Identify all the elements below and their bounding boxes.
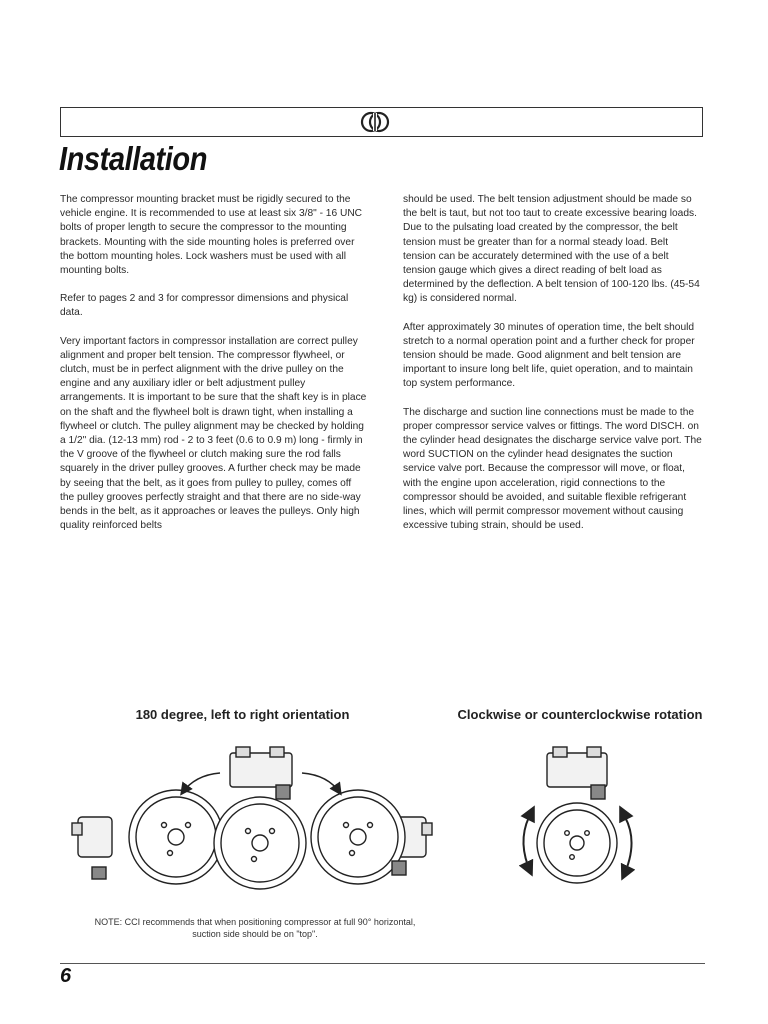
rotation-diagram bbox=[515, 745, 645, 890]
page-title: Installation bbox=[59, 140, 208, 177]
left-text-column bbox=[60, 193, 368, 547]
paragraph-belt-tension: should be used. The belt tension adjustment should be made so the belt is taut, but not too taut to create excessive bearing loads. Due to the pulsating load created by the compressor, the belt tension must be greater than for a normal steady load. Belt tension can be accurately determined with the use of a belt tension gauge which gives a direct reading of belt load as determined by the deflection. A belt tension of 100-120 lbs. (45-54 kg) is considered normal. bbox=[403, 194, 700, 305]
compressor-center-position bbox=[214, 747, 306, 889]
footer-rule bbox=[60, 963, 705, 964]
paragraph-line-connections: The discharge and suction line connections must be made to the proper compressor service valves or fittings. The word DISCH. on the cylinder head designates the discharge service valve port. The word SUCTION on the cylinder head designates the suction service valve port. Because the compressor will move, or float, with the engine upon acceleration, rigid connections to the compressor should be avoided, and suitable flexible refrigerant lines, which will permit compressor movement without causing excessive tubing strain, should be used. bbox=[403, 406, 702, 532]
paragraph-reference: Refer to pages 2 and 3 for compressor dimensions and physical data. bbox=[60, 293, 349, 319]
orientation-diagram bbox=[70, 745, 445, 905]
page-number: 6 bbox=[60, 965, 72, 987]
clockwise-arrow-icon bbox=[623, 817, 632, 877]
counterclockwise-arrow-icon bbox=[523, 817, 531, 873]
paragraph-belt-stretch: After approximately 30 minutes of operation time, the belt should stretch to a normal operation point and a further check for proper tension should be made. Good alignment and belt tension are important to insure long belt life, quiet operation, and to maintain top system performance. bbox=[403, 321, 695, 390]
compressor-right-position bbox=[311, 790, 432, 884]
arrow-to-left-icon bbox=[182, 773, 220, 793]
paragraph-mounting: The compressor mounting bracket must be rigidly secured to the vehicle engine. It is recommended to use at least six 3/8" - 16 UNC bolts of proper length to secure the compressor to the mounting brackets. Mounting with the side mounting holes is preferred over the bottom mounting holes. Lock washers must be used with all mounting bolts. bbox=[60, 194, 363, 277]
compressor-left-position bbox=[72, 790, 223, 884]
right-text-column bbox=[403, 193, 703, 547]
positioning-note: NOTE: CCI recommends that when positioning compressor at full 90° horizontal, suction side should be on "top". bbox=[94, 917, 416, 939]
figure-caption-rotation: Clockwise or counterclockwise rotation bbox=[457, 707, 703, 722]
company-logo-icon bbox=[360, 109, 390, 135]
figure-caption-orientation: 180 degree, left to right orientation bbox=[135, 707, 350, 722]
arrow-to-right-icon bbox=[302, 773, 340, 793]
compressor-rotating bbox=[537, 747, 617, 883]
paragraph-alignment: Very important factors in compressor installation are correct pulley alignment and proper belt tension. The compressor flywheel, or clutch, must be in perfect alignment with the drive pulley on the engine and any auxiliary idler or belt adjustment pulley arrangements. It is important to be sure that the shaft key is in place on the shaft and the flywheel bolt is drawn tight, when installing a flywheel or clutch. The pulley alignment may be checked by holding a 1/2" dia. (12-13 mm) rod - 2 to 3 feet (0.6 to 0.9 m) long - firmly in the V groove of the flywheel or clutch making sure the rod falls squarely in the driver pulley grooves. A further check may be made by seeing that the belt, as it goes from pulley to pulley, comes off the pulley grooves perfectly straight and that there are no side-way bends in the belt, as it approaches or leaves the pulleys. Only high quality reinforced belts bbox=[60, 335, 367, 532]
